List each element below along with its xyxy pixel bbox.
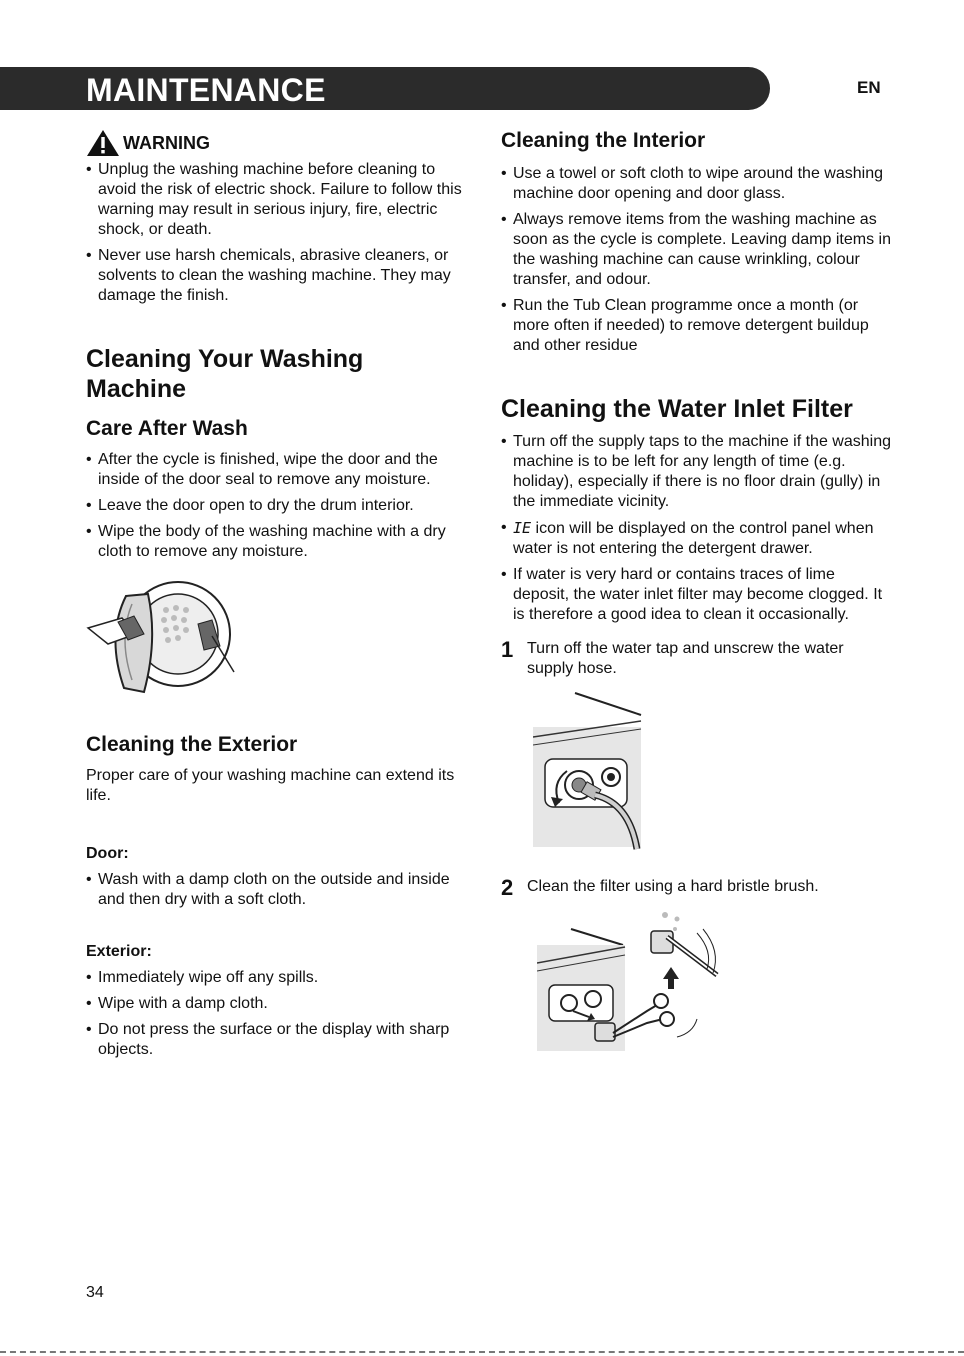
care-after-wash-title: Care After Wash — [86, 417, 248, 440]
interior-list — [501, 164, 891, 356]
brush-filter-illustration — [537, 911, 727, 1053]
door-list — [86, 870, 471, 910]
care-list — [86, 450, 471, 562]
step-text: Turn off the water tap and unscrew the water supply hose. — [527, 640, 844, 677]
step-number: 2 — [501, 875, 514, 900]
inlet-filter-title: Cleaning the Water Inlet Filter — [501, 395, 853, 423]
warning-heading — [86, 128, 471, 158]
door-wiping-illustration — [86, 576, 236, 698]
door-subtitle: Door: — [86, 845, 129, 862]
page-title: MAINTENANCE — [86, 72, 326, 108]
warning-icon — [86, 129, 120, 157]
right-column — [501, 128, 891, 1053]
exterior-intro: Proper care of your washing machine can extend its life. — [86, 767, 455, 804]
step-number: 1 — [501, 637, 514, 662]
list-item: • If water is very hard or contains traces of lime deposit, the water inlet filter may become clogged. It is therefore a good idea to clean it occasionally. — [501, 565, 891, 625]
list-item: • Always remove items from the washing machine as soon as the cycle is complete. Leaving damp items in the washing machine can cause wrinkling, colour transfer, and odour. — [501, 210, 891, 290]
inlet-list — [501, 432, 891, 625]
interior-title: Cleaning the Interior — [501, 129, 706, 152]
list-item: • Immediately wipe off any spills. — [86, 968, 471, 988]
list-item: • After the cycle is finished, wipe the door and the inside of the door seal to remove any moisture. — [86, 450, 471, 490]
step-text: Clean the filter using a hard bristle brush. — [527, 878, 819, 895]
language-label: EN — [857, 78, 881, 97]
list-item: • Turn off the supply taps to the machine if the washing machine is to be left for any length of time (e.g. holiday), especially if there is no floor drain (gully) in the immediate vicinity. — [501, 432, 891, 512]
list-item: • Unplug the washing machine before cleaning to avoid the risk of electric shock. Failure to follow this warning may result in serious injury, fire, electric shock, or death. — [86, 160, 471, 240]
warning-list — [86, 160, 471, 306]
exterior-title: Cleaning the Exterior — [86, 733, 298, 756]
bottom-rule — [0, 1351, 964, 1353]
list-item: • IE icon will be displayed on the control panel when water is not entering the detergent drawer. — [501, 518, 891, 559]
list-item: • Never use harsh chemicals, abrasive cleaners, or solvents to clean the washing machine. They may damage the finish. — [86, 246, 471, 306]
section-title-cleaning-machine: Cleaning Your Washing Machine — [86, 345, 364, 403]
list-item: • Wash with a damp cloth on the outside and inside and then dry with a soft cloth. — [86, 870, 471, 910]
ie-error-code: IE — [513, 519, 532, 537]
list-item: • Run the Tub Clean programme once a month (or more often if needed) to remove detergent buildup and other residue — [501, 296, 891, 356]
exterior-subtitle: Exterior: — [86, 943, 152, 960]
step-2 — [501, 877, 891, 901]
list-item: • Wipe the body of the washing machine with a dry cloth to remove any moisture. — [86, 522, 471, 562]
list-item: • Leave the door open to dry the drum interior. — [86, 496, 471, 516]
list-item: • Wipe with a damp cloth. — [86, 994, 471, 1014]
list-item: • Use a towel or soft cloth to wipe around the washing machine door opening and door glass. — [501, 164, 891, 204]
step-1 — [501, 639, 891, 679]
page-number: 34 — [86, 1284, 104, 1301]
list-item: • Do not press the surface or the display with sharp objects. — [86, 1020, 471, 1060]
warning-title: WARNING — [123, 132, 210, 153]
exterior-list — [86, 968, 471, 1060]
left-column — [86, 128, 471, 1066]
unscrew-hose-illustration — [533, 691, 645, 851]
